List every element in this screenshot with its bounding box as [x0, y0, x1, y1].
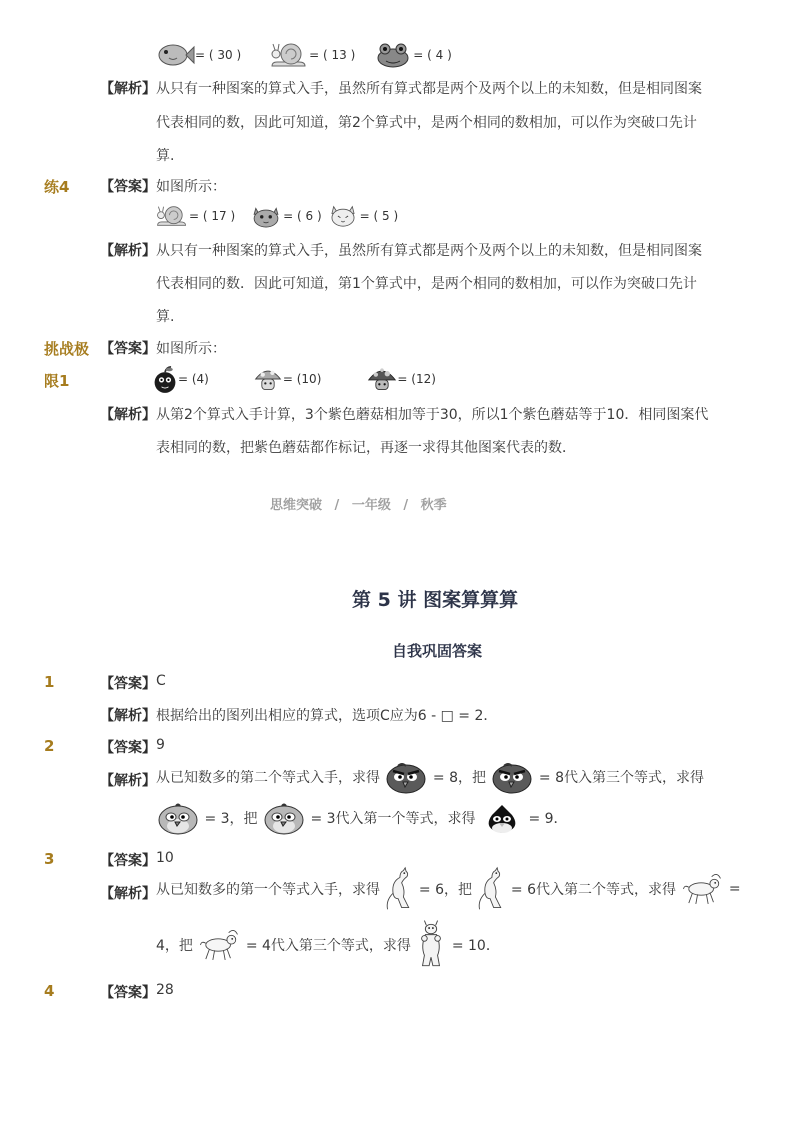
answer-text: C — [156, 673, 166, 689]
purple-mushroom-icon — [367, 365, 397, 393]
analysis-text: = 6，把 — [418, 882, 472, 898]
answer-equation-row — [152, 364, 436, 394]
footer-grade: 一年级 — [351, 498, 391, 513]
analysis-text: = 6代入第二个等式，求得 — [510, 882, 676, 898]
footer-separator: / — [334, 498, 340, 513]
analysis-text: 从只有一种图案的算式入手，虽然所有算式都是两个及两个以上的未知数，但是相同图案 — [156, 81, 702, 97]
analysis-text: 4，把 — [156, 938, 193, 954]
analysis-text: = 3代入第一个等式，求得 — [310, 811, 476, 827]
answer-text: 28 — [156, 982, 174, 998]
answer-label: 【答案】 — [100, 985, 156, 1001]
answer-text: 10 — [156, 850, 174, 866]
equation-value: = ( 5 ) — [359, 209, 399, 223]
equation-value: = ( 6 ) — [283, 209, 322, 223]
analysis-label: 【解析】 — [100, 81, 156, 97]
dark-bird-icon — [384, 760, 428, 794]
analysis-text: 代表相同的数．因此可知道，第1个算式中，是两个相同的数相加，可以作为突破口先计 — [156, 276, 697, 292]
light-bird-icon — [156, 800, 200, 836]
analysis-text: 从已知数多的第二个等式入手，求得 — [156, 770, 380, 786]
analysis-text: 算. — [156, 148, 175, 164]
answer-text: 9 — [156, 737, 165, 753]
question-number: 1 — [44, 673, 55, 691]
analysis-line — [156, 866, 741, 912]
answer-text: 如图所示： — [156, 341, 226, 357]
answer-text: 如图所示： — [156, 179, 226, 195]
analysis-text: 从只有一种图案的算式入手，虽然所有算式都是两个及两个以上的未知数，但是相同图案 — [156, 243, 702, 259]
analysis-text: 从已知数多的第一个等式入手，求得 — [156, 882, 380, 898]
equation-value: = ( 30 ) — [195, 48, 242, 62]
analysis-text: = 9． — [528, 811, 568, 827]
question-number: 限1 — [44, 372, 70, 390]
question-number: 挑战极 — [44, 340, 90, 358]
cat-icon — [249, 203, 283, 229]
footer-separator: / — [403, 498, 409, 513]
frog-icon — [373, 40, 413, 70]
equation-value: = (4) — [178, 372, 209, 386]
analysis-line — [156, 800, 568, 836]
analysis-text: 从第2个算式入手计算，3个紫色蘑菇相加等于30，所以1个紫色蘑菇等于10．相同图案代 — [156, 407, 709, 423]
analysis-text: = — [728, 881, 741, 897]
answer-label: 【答案】 — [100, 740, 156, 756]
goat-icon — [197, 927, 241, 963]
answer-equation-row — [155, 203, 398, 229]
analysis-label: 【解析】 — [100, 773, 156, 789]
question-number: 2 — [44, 737, 55, 755]
analysis-text: = 8代入第三个等式，求得 — [538, 770, 704, 786]
section-title: 自我巩固答案 — [392, 642, 483, 660]
analysis-text: = 4代入第三个等式，求得 — [245, 938, 411, 954]
kangaroo-front-icon — [415, 920, 447, 970]
equation-value: = (12) — [397, 372, 436, 386]
apple-icon — [152, 364, 178, 394]
lecture-title: 第 5 讲 图案算算算 — [352, 589, 519, 611]
question-number: 练4 — [44, 178, 70, 196]
light-bird-icon — [262, 800, 306, 836]
analysis-label: 【解析】 — [100, 886, 156, 902]
snail-icon — [269, 40, 309, 70]
footer-series: 思维突破 — [270, 498, 323, 513]
analysis-line — [156, 920, 500, 970]
goat-icon — [680, 871, 724, 907]
equation-value: = ( 13 ) — [309, 48, 356, 62]
kangaroo-icon — [476, 866, 506, 912]
analysis-label: 【解析】 — [100, 407, 156, 423]
analysis-line — [156, 760, 704, 794]
question-number: 4 — [44, 982, 55, 1000]
analysis-label: 【解析】 — [100, 708, 156, 724]
snail-icon — [155, 203, 189, 229]
equation-value: = (10) — [282, 372, 322, 386]
answer-label: 【答案】 — [100, 676, 156, 692]
footer-term: 秋季 — [420, 498, 447, 513]
kitten-icon — [326, 203, 360, 229]
page-footer — [270, 494, 447, 513]
analysis-text: = 10． — [451, 938, 500, 954]
black-bird-icon — [480, 801, 524, 835]
answer-label: 【答案】 — [100, 341, 156, 357]
answer-label: 【答案】 — [100, 179, 156, 195]
analysis-text: 代表相同的数，因此可知道，第2个算式中，是两个相同的数相加，可以作为突破口先计 — [156, 115, 697, 131]
answer-equation-row — [155, 40, 452, 70]
analysis-text: 表相同的数，把紫色蘑菇都作标记，再逐一求得其他图案代表的数． — [156, 440, 576, 456]
fish-icon — [155, 40, 195, 70]
mushroom-icon — [253, 365, 283, 393]
analysis-text: = 3，把 — [204, 811, 258, 827]
analysis-text: 根据给出的图列出相应的算式，选项C应为6 - □ = 2． — [156, 708, 498, 724]
analysis-text: = 8，把 — [432, 770, 486, 786]
answer-label: 【答案】 — [100, 853, 156, 869]
kangaroo-icon — [384, 866, 414, 912]
analysis-label: 【解析】 — [100, 243, 156, 259]
equation-value: = ( 4 ) — [413, 48, 452, 62]
equation-value: = ( 17 ) — [189, 209, 236, 223]
dark-bird-icon — [490, 760, 534, 794]
analysis-text: 算. — [156, 309, 175, 325]
question-number: 3 — [44, 850, 55, 868]
